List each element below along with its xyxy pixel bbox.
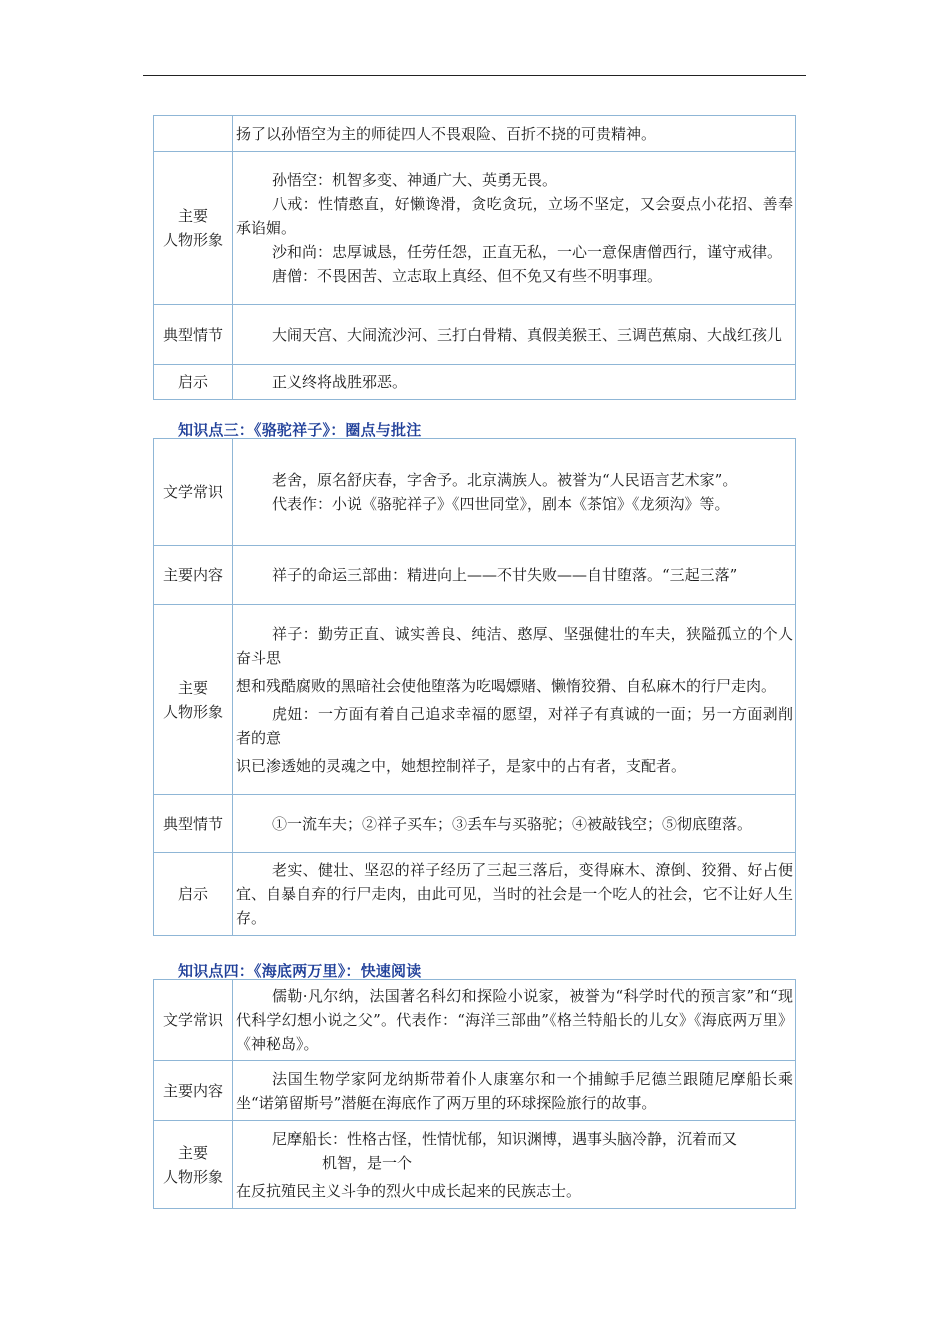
- table-row: [154, 546, 796, 605]
- table-row: [154, 305, 796, 365]
- table-row: [154, 795, 796, 853]
- character-bajie: 八戒：性情憨直，好懒谗滑，贪吃贪玩，立场不坚定，又会耍点小花招、善奉承谄媚。: [236, 195, 793, 237]
- character-cell: 祥子：勤劳正直、诚实善良、纯洁、憨厚、坚强健壮的车夫，狭隘孤立的个人奋斗思 想和残酷腐败的黑暗社会使他堕落为吃喝嫖赌、懒惰狡猾、自私麻木的行尸走肉。 虎妞：一方面有着自己追求幸福的愿望，对祥子有真诚的一面；另一方面剥削者的意 识已渗透她的灵魂之中，她想控制祥子，是家中的占有者，支配者。: [233, 605, 796, 795]
- character-cell: 尼摩船长：性格古怪，性情忧郁，知识渊博，遇事头脑冷静，沉着而又 机智，是一个 在反抗殖民主义斗争的烈火中成长起来的民族志士。: [233, 1121, 796, 1209]
- character-nemo: 尼摩船长：性格古怪，性情忧郁，知识渊博，遇事头脑冷静，沉着而又: [272, 1129, 738, 1148]
- cell-text: 儒勒·凡尔纳，法国著名科幻和探险小说家，被誉为“科学时代的预言家”和“现代科学幻想小说之父”。代表作：“海洋三部曲”《格兰特船长的儿女》《海底两万里》《神秘岛》。: [233, 980, 796, 1061]
- row-label: [154, 116, 233, 152]
- cell-text: 大闹天宫、大闹流沙河、三打白骨精、真假美猴王、三调芭蕉扇、大战红孩儿: [233, 305, 796, 365]
- row-label: 主要内容: [154, 546, 233, 605]
- row-label: 主要内容: [154, 1061, 233, 1121]
- cell-text: 老舍，原名舒庆春，字舍予。北京满族人。被誉为“人民语言艺术家”。 代表作：小说《骆驼祥子》《四世同堂》，剧本《茶馆》《龙须沟》等。: [233, 439, 796, 546]
- row-label: 典型情节: [154, 795, 233, 853]
- character-huniu: 虎妞：一方面有着自己追求幸福的愿望，对祥子有真诚的一面；另一方面剥削者的意: [236, 704, 793, 747]
- character-cell: [233, 152, 796, 305]
- section-heading-3: 知识点三：《骆驼祥子》：圈点与批注: [178, 421, 422, 439]
- row-label: 主要 人物形象: [154, 152, 233, 305]
- table-row: [154, 1061, 796, 1121]
- character-sha: 沙和尚：忠厚诚恳，任劳任怨，正直无私，一心一意保唐僧西行，谨守戒律。: [272, 243, 783, 261]
- table-row: [154, 116, 796, 152]
- character-tangseng: 唐僧：不畏困苦、立志取上真经、但不免又有些不明事理。: [272, 267, 663, 285]
- character-wukong: 孙悟空：机智多变、神通广大、英勇无畏。: [272, 171, 558, 189]
- row-label: 文学常识: [154, 439, 233, 546]
- row-label: 文学常识: [154, 980, 233, 1061]
- table-row: [154, 365, 796, 400]
- table-row: [154, 152, 796, 305]
- table-row: [154, 1121, 796, 1209]
- section-heading-4: 知识点四：《海底两万里》：快速阅读: [178, 962, 422, 980]
- cell-text: 祥子的命运三部曲：精进向上——不甘失败——自甘堕落。“三起三落”: [233, 546, 796, 605]
- table-row: [154, 980, 796, 1061]
- row-label: 启示: [154, 365, 233, 400]
- cell-text: ①一流车夫；②祥子买车；③丢车与买骆驼；④被敲钱空；⑤彻底堕落。: [233, 795, 796, 853]
- row-label: 典型情节: [154, 305, 233, 365]
- xiyouji-table: [153, 115, 796, 400]
- cell-text: 法国生物学家阿龙纳斯带着仆人康塞尔和一个捕鲸手尼德兰跟随尼摩船长乘坐“诺第留斯号”潜艇在海底作了两万里的环球探险旅行的故事。: [233, 1061, 796, 1121]
- haidiliangwanli-table: [153, 979, 796, 1209]
- luotuoxiangzi-table: [153, 438, 796, 936]
- character-xiangzi: 祥子：勤劳正直、诚实善良、纯洁、憨厚、坚强健壮的车夫，狭隘孤立的个人奋斗思: [236, 624, 793, 667]
- header-rule: [143, 75, 806, 76]
- table-row: [154, 439, 796, 546]
- row-label: 主要 人物形象: [154, 1121, 233, 1209]
- cell-text: 老实、健壮、坚忍的祥子经历了三起三落后，变得麻木、潦倒、狡猾、好占便宜、自暴自弃的行尸走肉，由此可见，当时的社会是一个吃人的社会，它不让好人生存。: [233, 853, 796, 936]
- table-row: [154, 853, 796, 936]
- row-label: 主要 人物形象: [154, 605, 233, 795]
- cell-text: 扬了以孙悟空为主的师徒四人不畏艰险、百折不挠的可贵精神。: [233, 116, 796, 152]
- row-label: 启示: [154, 853, 233, 936]
- cell-text: 正义终将战胜邪恶。: [233, 365, 796, 400]
- table-row: [154, 605, 796, 795]
